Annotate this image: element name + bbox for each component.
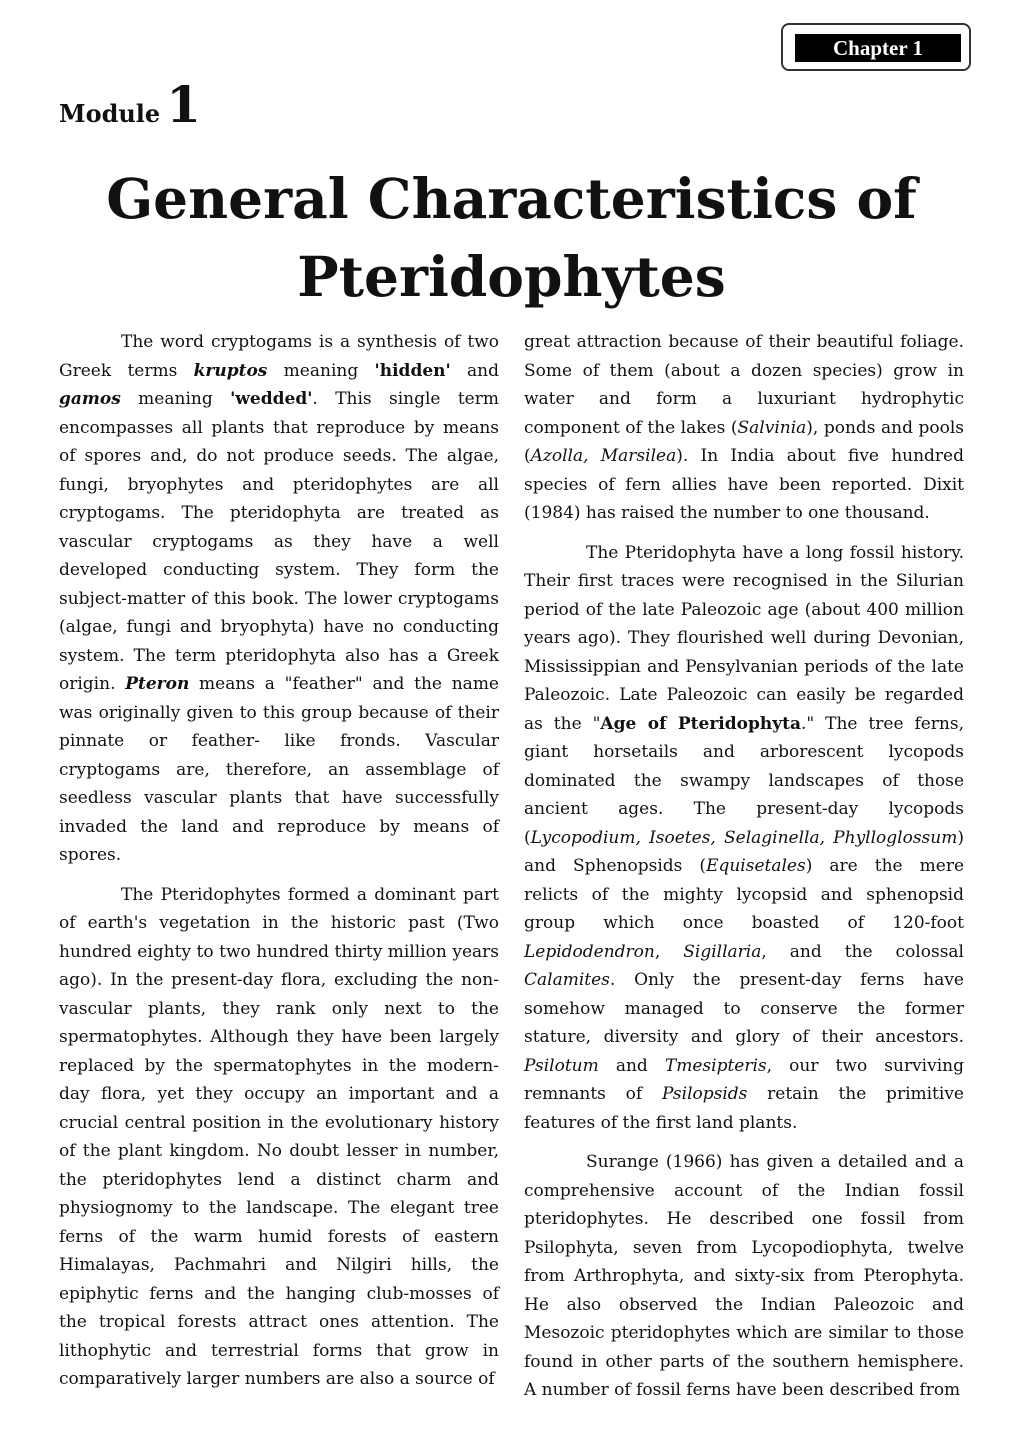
bold-term: 'hidden': [374, 360, 451, 381]
text-run: ." The tree ferns, giant horsetails and arborescent lycopods dominated the swampy landscapes of those ancient ages. The present-day lycopods (: [524, 713, 965, 848]
bold-italic-term: gamos: [59, 389, 121, 409]
italic-term: Psilotum: [524, 1055, 599, 1076]
text-run: means a "feather" and the name was originally given to this group because of their pinnate or feather- like fronds. Vascular cryptogams are, therefore, an assemblage of seedless vascular plants that have successfully invaded the land and reproduce by means of spores.: [59, 674, 499, 865]
module-heading: [59, 75, 201, 134]
text-run: , and the colossal: [761, 941, 964, 962]
text-run: Surange (1966) has given a detailed and a comprehensive account of the Indian fossil pteridophytes. He described one fossil from Psilophyta, seven from Lycopodiophyta, twelve from Arthrophyta, and sixty-six from Pterophyta. He also observed the Indian Paleozoic and Mesozoic pteridophytes which are similar to those found in other parts of the southern hemisphere. A number of fossil ferns have been described from: [524, 1152, 964, 1400]
module-label: Module: [59, 99, 161, 128]
bold-term: Age of Pteridophyta: [600, 713, 801, 734]
paragraph-fossil-history: [524, 539, 964, 1138]
text-run: and: [598, 1055, 665, 1076]
chapter-label: Chapter 1: [795, 34, 961, 62]
text-run: ) are the mere relicts of the mighty lycopsid and sphenopsid group which once boasted of 120-foot: [524, 856, 965, 933]
text-run: great attraction because of their beautiful foliage. Some of them (about a dozen species) grow in water and form a luxuriant hydrophytic component of the lakes (: [524, 332, 964, 438]
italic-term: Calamites: [524, 970, 610, 990]
text-run: ,: [654, 941, 684, 962]
text-run: retain the primitive features of the first land plants.: [524, 1084, 964, 1133]
text-run: ) and Sphenopsids (: [524, 827, 964, 876]
text-run: and: [450, 360, 499, 381]
paragraph-historic-dominance: [59, 881, 499, 1394]
text-run: meaning: [120, 389, 231, 409]
left-column: [59, 328, 499, 1394]
text-run: , our two surviving remnants of: [524, 1055, 964, 1104]
paragraph-continuation-foliage: [524, 328, 964, 528]
bold-italic-term: Pteron: [125, 674, 190, 694]
bold-term: 'wedded': [230, 389, 313, 409]
italic-term: Azolla, Marsilea: [530, 446, 677, 466]
text-run: meaning: [267, 360, 375, 381]
paragraph-cryptogams-definition: [59, 328, 499, 870]
italic-term: Psilopsids: [661, 1084, 748, 1104]
text-run: ). In India about five hundred species of fern allies have been reported. Dixit (1984) has raised the number to one thousand.: [524, 446, 965, 523]
italic-term: Lycopodium, Isoetes, Selaginella, Phylloglossum: [530, 827, 958, 848]
italic-term: Salvinia: [737, 417, 807, 438]
chapter-badge: [781, 23, 971, 71]
text-run: . This single term encompasses all plants that reproduce by means of spores and, do not produce seeds. The algae, fungi, bryophytes and pteridophytes are all cryptogams. The pteridophyta are treated as vascular cryptogams as they have a well developed conducting system. They form the subject-matter of this book. The lower cryptogams (algae, fungi and bryophyta) have no conducting system. The term pteridophyta also has a Greek origin.: [59, 389, 499, 694]
italic-term: Tmesipteris: [664, 1055, 767, 1076]
text-run: The Pteridophytes formed a dominant part of earth's vegetation in the historic past (Two hundred eighty to two hundred thirty million years ago). In the present-day flora, excluding the non-vascular plants, they rank only next to the spermatophytes. Although they have been largely replaced by the spermatophytes in the modern-day flora, yet they occupy an important and a crucial central position in the evolutionary history of the plant kingdom. No doubt lesser in number, the pteridophytes lend a distinct charm and physiognomy to the landscape. The elegant tree ferns of the warm humid forests of eastern Himalayas, Pachmahri and Nilgiri hills, the epiphytic ferns and the hanging club-mosses of the tropical forests attract ones attention. The lithophytic and terrestrial forms that grow in comparatively larger numbers are also a source of: [59, 884, 499, 1389]
italic-term: Lepidodendron: [524, 941, 655, 962]
text-run: . Only the present-day ferns have somehow managed to conserve the former stature, diversity and glory of their ancestors.: [524, 970, 964, 1047]
right-column: [524, 328, 964, 1405]
italic-term: Equisetales: [706, 856, 806, 876]
paragraph-indian-fossils: [524, 1148, 964, 1405]
italic-term: Sigillaria: [683, 941, 762, 962]
bold-italic-term: kruptos: [193, 360, 268, 381]
page-title: General Characteristics of Pteridophytes: [106, 166, 917, 309]
module-number: 1: [166, 75, 201, 134]
text-run: The Pteridophyta have a long fossil history. Their first traces were recognised in the Silurian period of the late Paleozoic age (about 400 million years ago). They flourished well during Devonian, Mississippian and Pensylvanian periods of the late Paleozoic. Late Paleozoic can easily be regarded as the ": [524, 542, 964, 734]
text-run: The word cryptogams is a synthesis of two Greek terms: [59, 332, 499, 381]
text-run: ), ponds and pools (: [524, 417, 965, 466]
